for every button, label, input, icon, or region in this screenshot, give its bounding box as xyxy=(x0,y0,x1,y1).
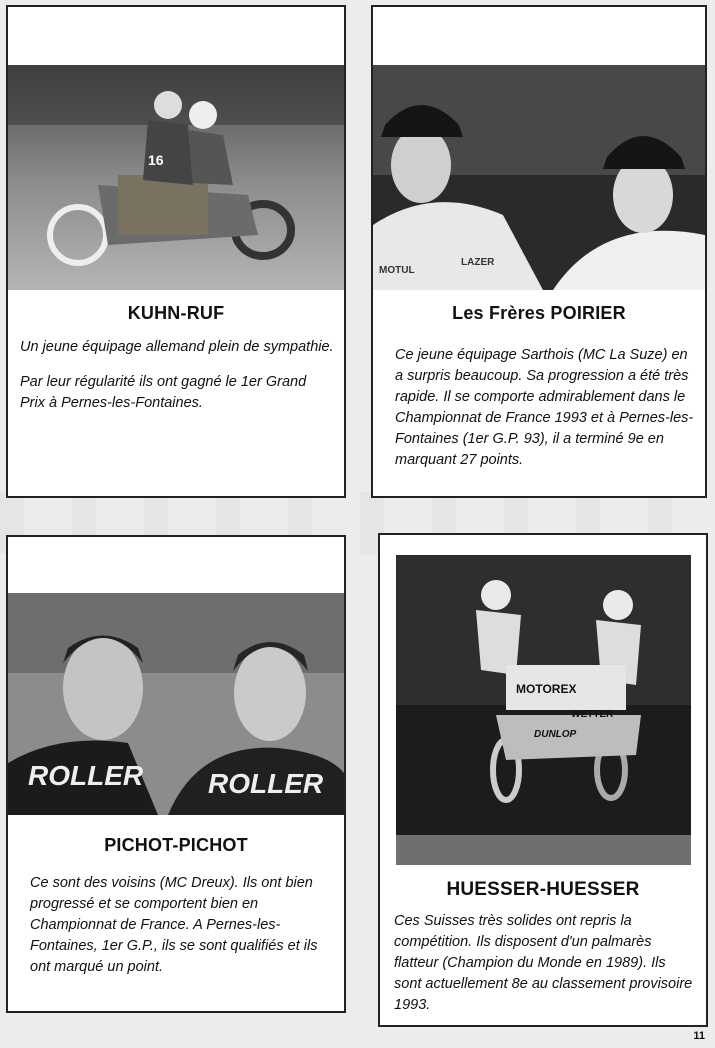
card-paragraph: Ces Suisses très solides ont repris la compétition. Ils disposent d'un palmarès flatteur (Champion du Monde en 1989). Ils sont actuellement 8e au classement provisoire 1993. xyxy=(394,913,693,1013)
photo-two-riders-caps xyxy=(373,65,705,290)
card-paragraph: Un jeune équipage allemand plein de sympathie. xyxy=(20,339,334,355)
sponsor-logo: MOTOREX xyxy=(516,682,577,696)
sponsor-logo: ROLLER xyxy=(208,768,324,799)
card-title: Les Frères POIRIER xyxy=(452,303,626,323)
card-paragraph: Ce jeune équipage Sarthois (MC La Suze) en a surpris beaucoup. Sa progression a été très rapide. Il se comporte admirablement dans le Championnat de France 1993 et à Pernes-les-Fontaines (1er G.P. 93), il a terminé 9e en marquant 27 points. xyxy=(395,347,694,468)
sponsor-logo: MOTUL xyxy=(379,265,415,276)
sponsor-logo: LAZER xyxy=(461,257,495,268)
card-body xyxy=(30,873,334,992)
card-body xyxy=(395,345,695,485)
card-title: HUESSER-HUESSER xyxy=(446,879,640,900)
race-number: 16 xyxy=(148,152,164,168)
card-huesser-huesser xyxy=(378,533,708,1027)
card-title: KUHN-RUF xyxy=(127,303,225,323)
card-freres-poirier xyxy=(371,5,707,498)
card-pichot-pichot xyxy=(6,535,346,1013)
photo-sidecar-race xyxy=(8,65,344,290)
page-number: 11 xyxy=(693,1030,705,1042)
card-body xyxy=(20,337,334,428)
card-body xyxy=(394,911,694,1027)
card-paragraph: Ce sont des voisins (MC Dreux). Ils ont bien progressé et se comportent bien en Championnat de France. A Pernes-les-Fontaines, 1er G.P., ils se sont qualifiés et ils ont marqué un point. xyxy=(30,875,318,975)
sponsor-logo: DUNLOP xyxy=(534,729,577,740)
sponsor-logo: ROLLER xyxy=(28,760,144,791)
card-title: PICHOT-PICHOT xyxy=(104,835,248,855)
photo-two-riders-portrait xyxy=(8,593,344,815)
card-kuhn-ruf xyxy=(6,5,346,498)
sponsor-logo: WETTER xyxy=(571,709,614,720)
card-paragraph: Par leur régularité ils ont gagné le 1er Grand Prix à Pernes-les-Fontaines. xyxy=(20,374,307,411)
photo-sidecar-jump xyxy=(396,555,691,865)
